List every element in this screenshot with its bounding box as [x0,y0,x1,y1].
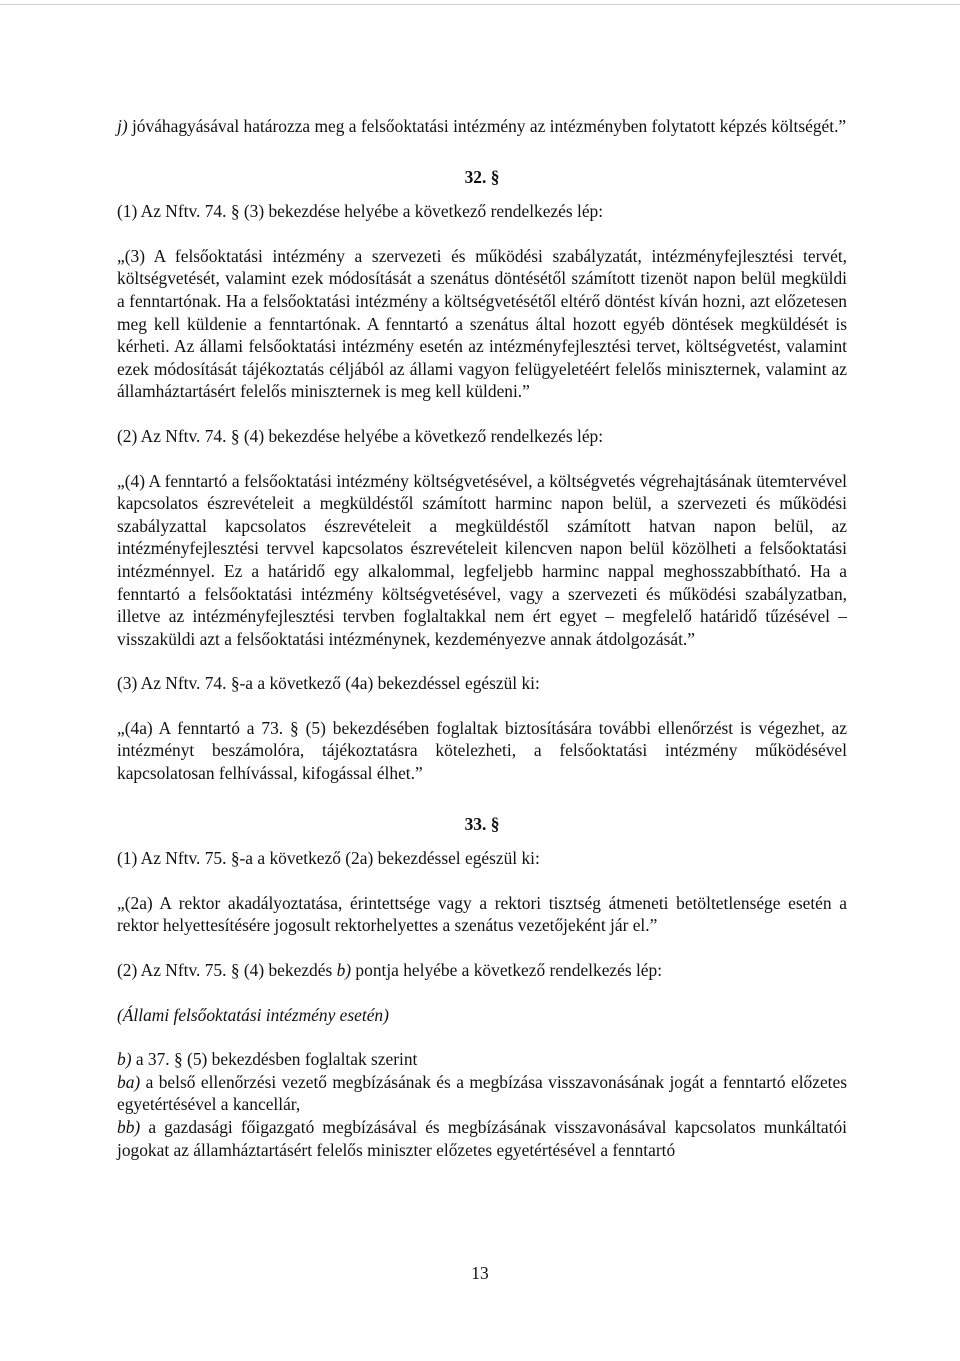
amendment-intro-4: (1) Az Nftv. 75. §-a a következő (2a) bekezdéssel egészül ki: [117,848,540,869]
point-marker-b: b) [117,1049,132,1070]
context-heading [117,1004,847,1027]
point-marker-bb: bb) [117,1117,141,1137]
section-heading-32: 32. § [464,166,500,187]
point-marker-ba: ba) [117,1071,141,1092]
amended-paragraph-4a: „(4a) A fenntartó a 73. § (5) bekezdésében foglaltak biztosítására további ellenőrzést is végezhet, az intézményt beszámolóra, tájékoztatásra kötelezheti, a felsőoktatási intézmény működésével kapcsolatosan felhívással, kifogással élhet.” [117,717,847,784]
amended-paragraph-4: „(4) A fenntartó a felsőoktatási intézmény költségvetésével, a költségvetés végrehajtásának ütemtervével kapcsolatos észrevételeit a megküldéstől számított harminc napon belül, a szervezeti és működési szabályzattal kapcsolatos észrevételeit a megküldéstől számított hatvan napon belül, az intézményfejlesztési tervvel kapcsolatos észrevételeit kilencven napon belül közölheti a felsőoktatási intézménnyel. Ez a határidő egy alkalommal, legfeljebb harminc nappal meghosszabbítható. Ha a fenntartó a felsőoktatási intézmény költségvetésével, vagy a szervezeti és működési szabályzatban, illetve az intézményfejlesztési tervben foglaltakkal nem ért egyet – megfelelő határidő tűzésével – visszaküldi azt a felsőoktatási intézménynek, kezdeményezve annak átdolgozását.” [117,470,847,649]
amended-paragraph-3: „(3) A felsőoktatási intézmény a szervezeti és működési szabályzatát, intézményfejlesztési tervét, költségvetését, valamint ezek módosítását a szenátus döntésétől számított tizenöt napon belül megküldi a fenntartónak. Ha a felsőoktatási intézmény a költségvetésétől eltérő döntést kíván hozni, azt előzetesen meg kell küldenie a fenntartónak. A fenntartó a szenátus által hozott egyéb döntések megküldését is kérheti. Az állami felsőoktatási intézmény esetén az intézményfejlesztési tervet, költségvetést, valamint ezek módosítását tájékoztatás céljából az állami vagyon felügyeletéért felelős miniszternek, valamint az államháztartásért felelős miniszternek is meg kell küldeni.” [117,245,847,402]
section-heading-33: 33. § [464,813,500,834]
item-marker-j: j) [117,116,128,136]
amendment-intro-5 [117,959,847,982]
amendment-intro-3: (3) Az Nftv. 74. §-a a következő (4a) bekezdéssel egészül ki: [117,673,540,694]
amendment-intro-2: (2) Az Nftv. 74. § (4) bekezdése helyébe a következő rendelkezés lép: [117,425,604,446]
point-bb-text: a gazdasági főigazgató megbízásával és megbízásának visszavonásával kapcsolatos munkáltatói jogokat az államháztartásért felelős miniszter előzetes egyetértésével a fenntartó [117,1117,847,1160]
point-b-text: a 37. § (5) bekezdésben foglaltak szerint [131,1049,418,1070]
amended-paragraph-2a: „(2a) A rektor akadályoztatása, érintettsége vagy a rektori tisztség átmeneti betöltetlensége esetén a rektor helyettesítésére jogosult rektorhelyettes a szenátus vezetőjeként jár el.” [117,892,847,936]
amendment-intro-5-part1: (2) Az Nftv. 75. § (4) bekezdés [117,960,337,981]
amendment-intro-1: (1) Az Nftv. 74. § (3) bekezdése helyébe a következő rendelkezés lép: [117,201,604,222]
point-ba [117,1071,847,1116]
scan-top-edge-line [0,4,960,5]
clause-j-paragraph [117,115,847,138]
context-heading-text: (Állami felsőoktatási intézmény esetén) [117,1004,389,1025]
point-ref-b: b) [336,960,352,981]
document-body [117,115,847,1161]
page-number: 13 [471,1263,489,1283]
point-bb [117,1116,847,1161]
amendment-intro-5-part2: pontja helyébe a következő rendelkezés lép: [351,960,663,981]
point-b [117,1048,847,1071]
clause-j-text: jóváhagyásával határozza meg a felsőoktatási intézmény az intézményben folytatott képzés költségét.” [127,116,847,136]
point-ba-text: a belső ellenőrzési vezető megbízásának és a megbízása visszavonásának jogát a fenntartó előzetes egyetértésével a kancellár, [117,1071,847,1115]
